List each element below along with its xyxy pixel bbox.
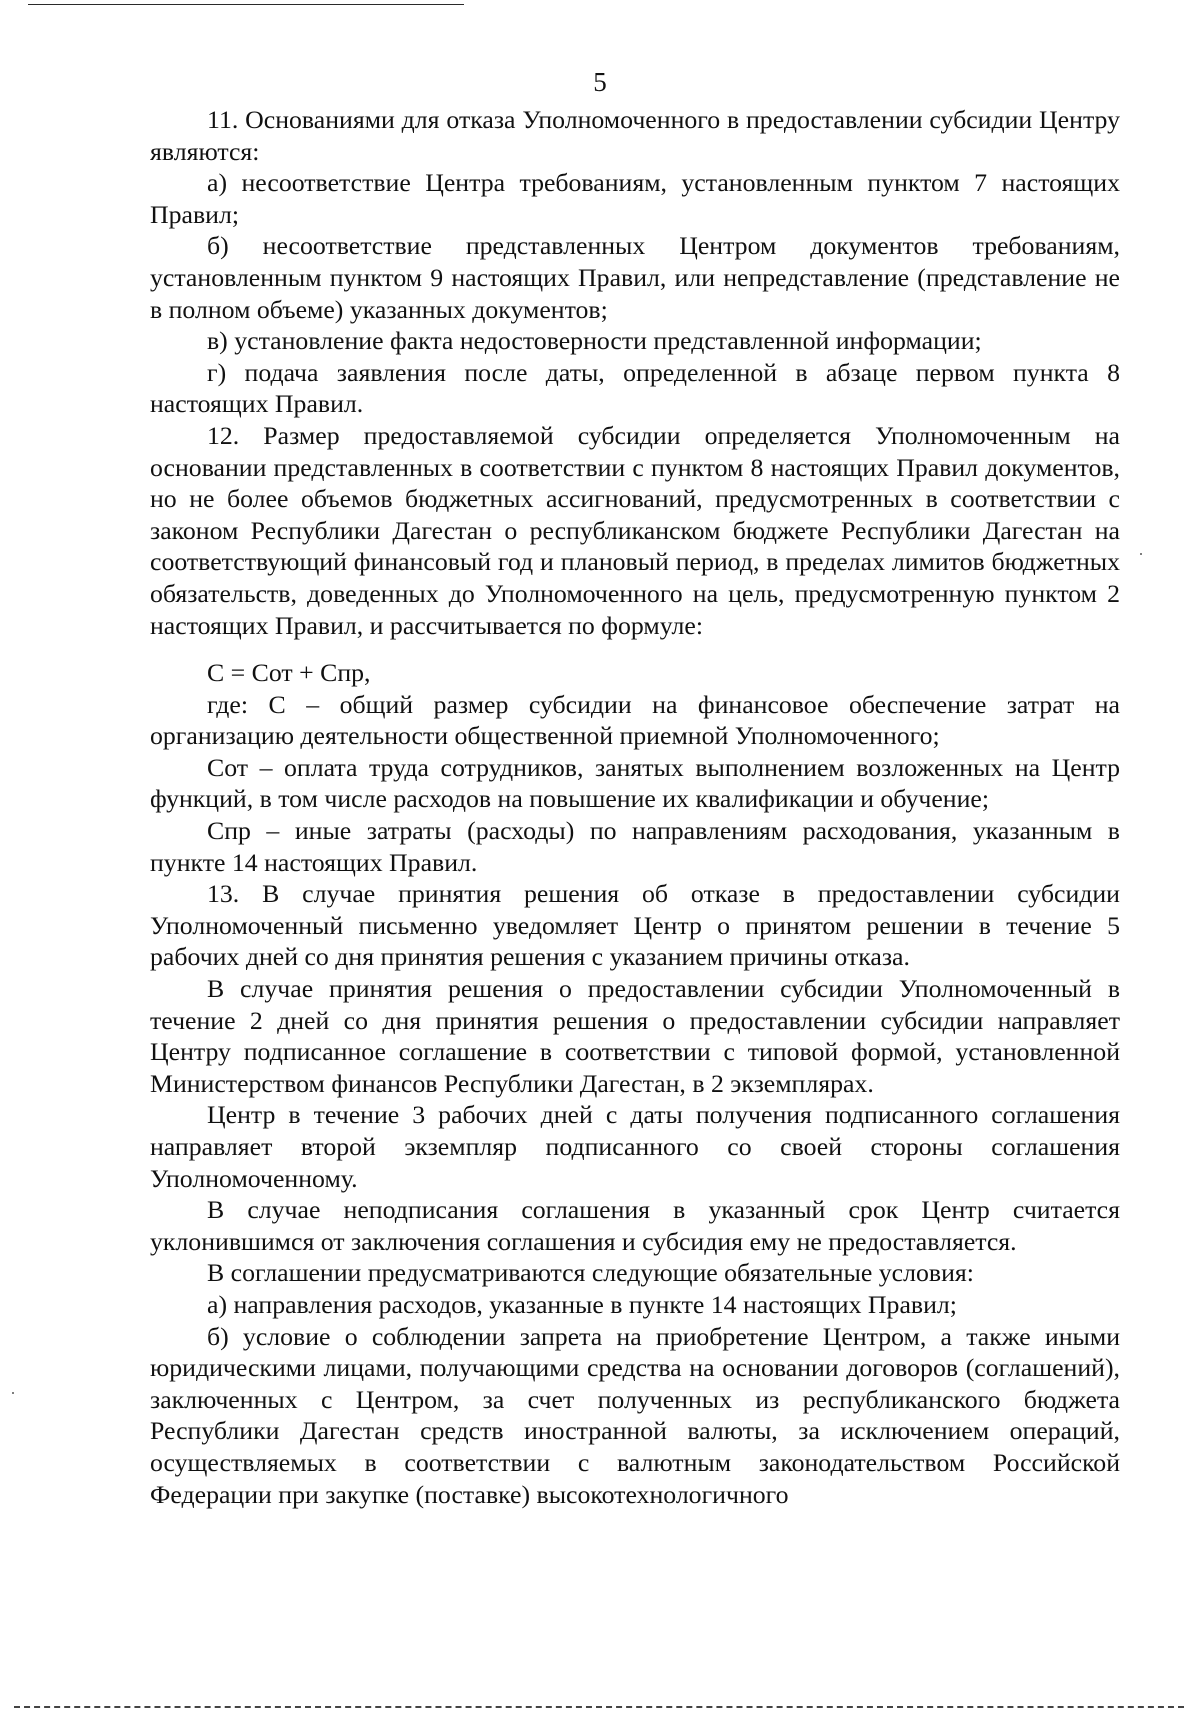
scan-speck <box>1140 553 1142 555</box>
paragraph-11-a: а) несоответствие Центра требованиям, установленным пунктом 7 настоящих Правил; <box>150 168 1120 229</box>
subsidy-formula: С = Сот + Спр, <box>207 658 371 688</box>
paragraph-11-v: в) установление факта недостоверности представленной информации; <box>207 326 982 356</box>
paragraph-13-return: Центр в течение 3 рабочих дней с даты получения подписанного соглашения направляет второй экземпляр подписанного со своей стороны соглашения Уполномоченному. <box>150 1100 1120 1193</box>
condition-b: б) условие о соблюдении запрета на приобретение Центром, а также иными юридическими лицами, получающими средства на основании договоров (соглашений), заключенных с Центром, за счет полученных из республиканского бюджета Республики Дагестан средств иностранной валюты, за исключением операций, осуществляемых в соответствии с валютным законодательством Российской Федерации при закупке (поставке) высокотехнологичного <box>150 1321 1120 1509</box>
document-body <box>150 104 1120 1510</box>
condition-a: а) направления расходов, указанные в пункте 14 настоящих Правил; <box>207 1289 957 1319</box>
formula-definition-sot: Сот – оплата труда сотрудников, занятых выполнением возложенных на Центр функций, в том числе расходов на повышение их квалификации и обучение; <box>150 752 1120 814</box>
paragraph-13-conditions: В соглашении предусматриваются следующие обязательные условия: <box>207 1258 974 1288</box>
scan-edge-bottom <box>14 1706 1184 1708</box>
paragraph-11-b: б) несоответствие представленных Центром документов требованиям, установленным пунктом 9 настоящих Правил, или непредставление (представление не в полном объеме) указанных документов; <box>150 231 1120 324</box>
scan-speck <box>12 1392 14 1394</box>
paragraph-13-approval: В случае принятия решения о предоставлении субсидии Уполномоченный в течение 2 дней со дня принятия решения о предоставлении субсидии направляет Центру подписанное соглашение в соответствии с типовой формой, установленной Министерством финансов Республики Дагестан, в 2 экземплярах. <box>150 974 1120 1098</box>
paragraph-13: 13. В случае принятия решения об отказе в предоставлении субсидии Уполномоченный письменно уведомляет Центр о принятом решении в течение 5 рабочих дней со дня принятия решения с указанием причины отказа. <box>150 879 1120 972</box>
paragraph-13-evasion: В случае неподписания соглашения в указанный срок Центр считается уклонившимся от заключения соглашения и субсидия ему не предоставляется. <box>150 1195 1120 1256</box>
page-number: 5 <box>593 67 607 97</box>
formula-definition-spr: Спр – иные затраты (расходы) по направлениям расходования, указанным в пункте 14 настоящих Правил. <box>150 816 1120 877</box>
paragraph-11-g: г) подача заявления после даты, определенной в абзаце первом пункта 8 настоящих Правил. <box>150 357 1120 419</box>
paragraph-11-intro: 11. Основаниями для отказа Уполномоченного в предоставлении субсидии Центру являются: <box>150 105 1120 166</box>
paragraph-12: 12. Размер предоставляемой субсидии определяется Уполномоченным на основании представленных в соответствии с пунктом 8 настоящих Правил документов, но не более объемов бюджетных ассигнований, предусмотренных в соответствии с законом Республики Дагестан о республиканском бюджете Республики Дагестан на соответствующий финансовый год и плановый период, в пределах лимитов бюджетных обязательств, доведенных до Уполномоченного на цель, предусмотренную пунктом 2 настоящих Правил, и рассчитывается по формуле: <box>150 420 1120 640</box>
scan-edge-top <box>28 4 464 5</box>
formula-definition-c: где: С – общий размер субсидии на финансовое обеспечение затрат на организацию деятельности общественной приемной Уполномоченного; <box>150 689 1120 751</box>
